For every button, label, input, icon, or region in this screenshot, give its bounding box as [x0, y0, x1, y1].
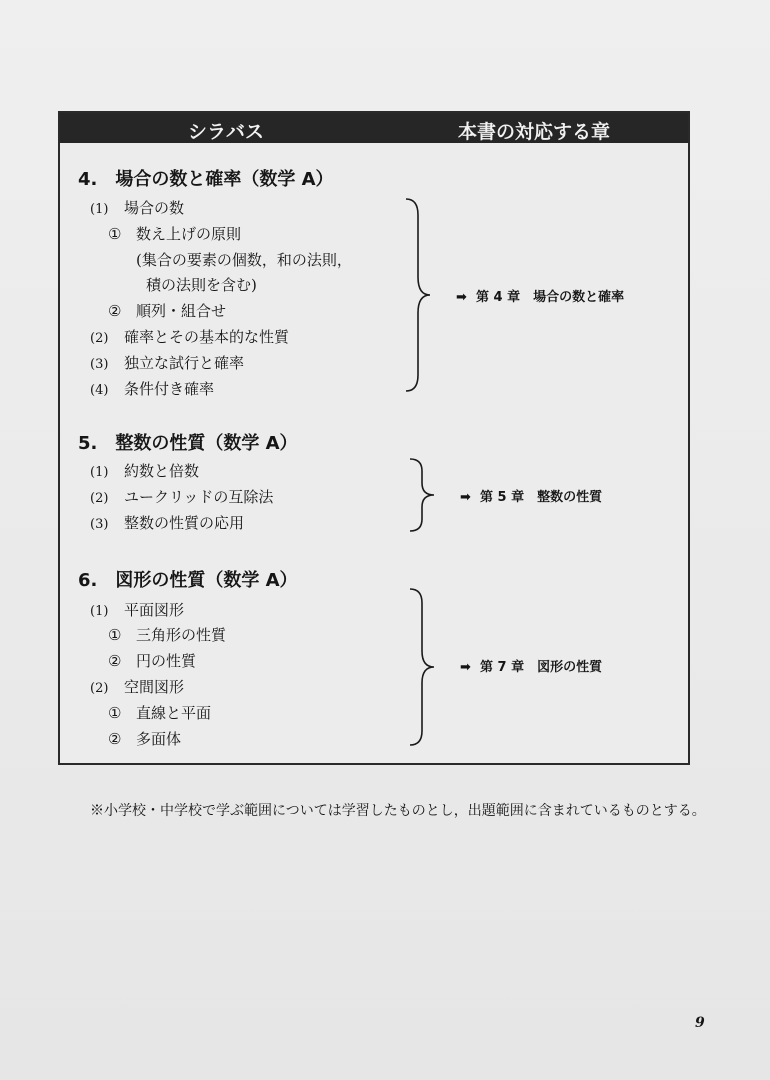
item-number: (3) — [90, 517, 109, 532]
table-header — [60, 113, 688, 143]
list-item — [136, 249, 352, 270]
list-item — [90, 460, 199, 481]
item-number: (1) — [90, 604, 109, 619]
item-number: ① — [108, 225, 122, 243]
list-item — [108, 223, 241, 244]
arrow-icon: ➡ — [460, 660, 471, 675]
arrow-icon: ➡ — [456, 290, 467, 305]
chapter-label: 第 7 章 図形の性質 — [479, 660, 603, 675]
list-item — [90, 378, 214, 399]
item-text: 多面体 — [136, 730, 182, 748]
item-text: (集合の要素の個数，和の法則， — [136, 251, 352, 269]
item-number: (4) — [90, 383, 109, 398]
item-number: ② — [108, 652, 122, 670]
list-item — [90, 676, 184, 697]
item-text: 整数の性質の応用 — [124, 514, 245, 532]
item-text: 確率とその基本的な性質 — [124, 328, 290, 346]
brace-icon — [406, 457, 436, 533]
brace-icon — [406, 587, 436, 747]
item-number: ① — [108, 626, 122, 644]
chapter-mapping — [456, 286, 624, 305]
list-item — [146, 274, 257, 295]
list-item — [90, 599, 184, 620]
section-title: 4. 場合の数と確率（数学 A） — [78, 169, 334, 190]
list-item — [108, 728, 181, 749]
list-item — [108, 624, 226, 645]
item-number: (2) — [90, 331, 109, 346]
item-text: 平面図形 — [124, 601, 185, 619]
item-number: ① — [108, 704, 122, 722]
section-title: 5. 整数の性質（数学 A） — [78, 433, 298, 454]
syllabus-table — [58, 111, 690, 765]
list-item — [108, 702, 211, 723]
item-text: ユークリッドの互除法 — [124, 488, 274, 506]
item-number: (1) — [90, 465, 109, 480]
item-number: ② — [108, 730, 122, 748]
list-item — [90, 352, 244, 373]
item-number: ② — [108, 302, 122, 320]
item-number: (3) — [90, 357, 109, 372]
list-item — [108, 300, 226, 321]
chapter-label: 第 5 章 整数の性質 — [479, 490, 603, 505]
brace-icon — [402, 197, 432, 393]
item-number: (1) — [90, 202, 109, 217]
item-text: 数え上げの原則 — [136, 225, 242, 243]
list-item — [108, 650, 196, 671]
item-text: 円の性質 — [136, 652, 197, 670]
chapter-mapping — [460, 656, 602, 675]
header-syllabus: シラバス — [188, 121, 265, 143]
item-text: 直線と平面 — [136, 704, 212, 722]
chapter-label: 第 4 章 場合の数と確率 — [475, 290, 625, 305]
item-text: 独立な試行と確率 — [124, 354, 245, 372]
list-item — [90, 326, 289, 347]
item-text: 三角形の性質 — [136, 626, 227, 644]
section-title: 6. 図形の性質（数学 A） — [78, 570, 298, 591]
item-text: 積の法則を含む) — [146, 276, 257, 294]
item-text: 条件付き確率 — [124, 380, 215, 398]
item-text: 順列・組合せ — [136, 302, 227, 320]
footnote: ※小学校・中学校で学ぶ範囲については学習したものとし，出題範囲に含まれているものとする。 — [90, 803, 706, 819]
arrow-icon: ➡ — [460, 490, 471, 505]
item-text: 約数と倍数 — [124, 462, 200, 480]
item-text: 場合の数 — [124, 199, 185, 217]
list-item — [90, 512, 244, 533]
page-number: 9 — [695, 1015, 705, 1031]
chapter-mapping — [460, 486, 602, 505]
list-item — [90, 197, 184, 218]
list-item — [90, 486, 273, 507]
item-number: (2) — [90, 681, 109, 696]
item-number: (2) — [90, 491, 109, 506]
header-chapter: 本書の対応する章 — [458, 121, 611, 143]
item-text: 空間図形 — [124, 678, 185, 696]
